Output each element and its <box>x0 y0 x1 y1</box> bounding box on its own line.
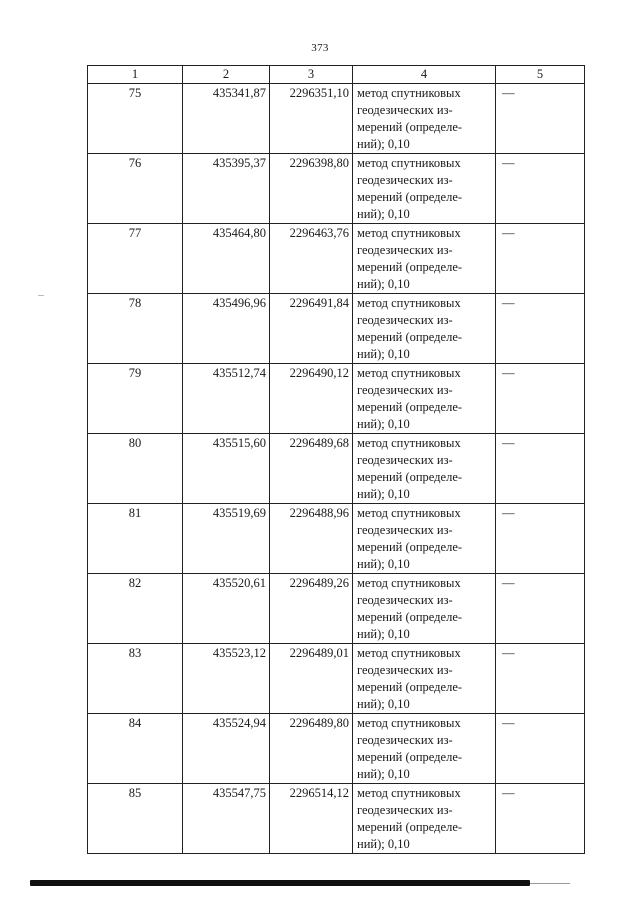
method-text-line: метод спутниковых <box>357 506 461 520</box>
column-header-2: 2 <box>183 66 270 84</box>
method-text-line: метод спутниковых <box>357 296 461 310</box>
notes-cell: — <box>496 504 585 574</box>
notes-cell: — <box>496 224 585 294</box>
notes-cell: — <box>496 644 585 714</box>
method-text-line: геодезических из- <box>357 733 453 747</box>
table-row <box>88 504 585 574</box>
column-header-1: 1 <box>88 66 183 84</box>
method-text-line: ний); 0,10 <box>357 767 410 781</box>
method-text-line: мерений (определе- <box>357 260 463 274</box>
method-text-line: метод спутниковых <box>357 716 461 730</box>
method-text-line: мерений (определе- <box>357 120 463 134</box>
point-number-cell: 75 <box>88 84 183 154</box>
method-cell <box>353 434 496 504</box>
point-number-cell: 79 <box>88 364 183 434</box>
method-text-line: ний); 0,10 <box>357 837 410 851</box>
method-text-line: геодезических из- <box>357 103 453 117</box>
method-text-line: геодезических из- <box>357 453 453 467</box>
method-cell <box>353 364 496 434</box>
method-text-line: мерений (определе- <box>357 470 463 484</box>
header-row <box>88 66 585 84</box>
method-cell <box>353 714 496 784</box>
method-text-line: ний); 0,10 <box>357 487 410 501</box>
x-coordinate-cell: 435519,69 <box>183 504 270 574</box>
x-coordinate-cell: 435515,60 <box>183 434 270 504</box>
method-text-line: геодезических из- <box>357 383 453 397</box>
method-text-line: геодезических из- <box>357 593 453 607</box>
point-number-cell: 78 <box>88 294 183 364</box>
method-text-line: ний); 0,10 <box>357 207 410 221</box>
method-text-line: геодезических из- <box>357 523 453 537</box>
method-text-line: метод спутниковых <box>357 366 461 380</box>
notes-cell: — <box>496 364 585 434</box>
method-text-line: метод спутниковых <box>357 786 461 800</box>
table-row <box>88 574 585 644</box>
margin-mark <box>38 295 44 296</box>
method-text-line: ний); 0,10 <box>357 697 410 711</box>
point-number-cell: 80 <box>88 434 183 504</box>
notes-cell: — <box>496 294 585 364</box>
column-header-3: 3 <box>270 66 353 84</box>
method-cell <box>353 84 496 154</box>
method-cell <box>353 504 496 574</box>
notes-cell: — <box>496 784 585 854</box>
method-text-line: мерений (определе- <box>357 610 463 624</box>
method-text-line: геодезических из- <box>357 243 453 257</box>
page-number: 373 <box>311 42 329 54</box>
table-row <box>88 784 585 854</box>
y-coordinate-cell: 2296489,01 <box>270 644 353 714</box>
method-cell <box>353 224 496 294</box>
y-coordinate-cell: 2296489,68 <box>270 434 353 504</box>
y-coordinate-cell: 2296489,80 <box>270 714 353 784</box>
point-number-cell: 76 <box>88 154 183 224</box>
method-text-line: мерений (определе- <box>357 680 463 694</box>
method-text-line: мерений (определе- <box>357 540 463 554</box>
x-coordinate-cell: 435496,96 <box>183 294 270 364</box>
y-coordinate-cell: 2296463,76 <box>270 224 353 294</box>
method-text-line: метод спутниковых <box>357 646 461 660</box>
table-row <box>88 294 585 364</box>
table-row <box>88 644 585 714</box>
notes-cell: — <box>496 574 585 644</box>
table-row <box>88 224 585 294</box>
method-cell <box>353 574 496 644</box>
x-coordinate-cell: 435512,74 <box>183 364 270 434</box>
notes-cell: — <box>496 154 585 224</box>
y-coordinate-cell: 2296398,80 <box>270 154 353 224</box>
method-text-line: ний); 0,10 <box>357 417 410 431</box>
point-number-cell: 82 <box>88 574 183 644</box>
method-cell <box>353 644 496 714</box>
x-coordinate-cell: 435341,87 <box>183 84 270 154</box>
column-header-4: 4 <box>353 66 496 84</box>
table-header <box>88 66 585 84</box>
y-coordinate-cell: 2296488,96 <box>270 504 353 574</box>
point-number-cell: 85 <box>88 784 183 854</box>
x-coordinate-cell: 435464,80 <box>183 224 270 294</box>
table-row <box>88 84 585 154</box>
method-text-line: геодезических из- <box>357 803 453 817</box>
method-text-line: ний); 0,10 <box>357 277 410 291</box>
point-number-cell: 77 <box>88 224 183 294</box>
method-text-line: геодезических из- <box>357 663 453 677</box>
table-row <box>88 434 585 504</box>
method-text-line: мерений (определе- <box>357 820 463 834</box>
x-coordinate-cell: 435523,12 <box>183 644 270 714</box>
x-coordinate-cell: 435520,61 <box>183 574 270 644</box>
method-text-line: мерений (определе- <box>357 400 463 414</box>
table-row <box>88 714 585 784</box>
point-number-cell: 81 <box>88 504 183 574</box>
y-coordinate-cell: 2296490,12 <box>270 364 353 434</box>
method-cell <box>353 294 496 364</box>
column-header-5: 5 <box>496 66 585 84</box>
x-coordinate-cell: 435547,75 <box>183 784 270 854</box>
y-coordinate-cell: 2296491,84 <box>270 294 353 364</box>
table-body <box>88 84 585 854</box>
point-number-cell: 84 <box>88 714 183 784</box>
method-text-line: ний); 0,10 <box>357 137 410 151</box>
method-text-line: метод спутниковых <box>357 436 461 450</box>
method-text-line: ний); 0,10 <box>357 347 410 361</box>
y-coordinate-cell: 2296489,26 <box>270 574 353 644</box>
method-text-line: ний); 0,10 <box>357 557 410 571</box>
point-number-cell: 83 <box>88 644 183 714</box>
method-text-line: метод спутниковых <box>357 156 461 170</box>
method-cell <box>353 154 496 224</box>
bottom-rule <box>30 880 530 886</box>
notes-cell: — <box>496 434 585 504</box>
coordinates-table <box>87 65 585 854</box>
method-text-line: мерений (определе- <box>357 750 463 764</box>
method-text-line: метод спутниковых <box>357 226 461 240</box>
method-text-line: мерений (определе- <box>357 330 463 344</box>
method-text-line: геодезических из- <box>357 313 453 327</box>
method-text-line: геодезических из- <box>357 173 453 187</box>
method-text-line: мерений (определе- <box>357 190 463 204</box>
method-text-line: метод спутниковых <box>357 576 461 590</box>
notes-cell: — <box>496 714 585 784</box>
method-text-line: метод спутниковых <box>357 86 461 100</box>
x-coordinate-cell: 435524,94 <box>183 714 270 784</box>
y-coordinate-cell: 2296351,10 <box>270 84 353 154</box>
method-cell <box>353 784 496 854</box>
y-coordinate-cell: 2296514,12 <box>270 784 353 854</box>
table-row <box>88 364 585 434</box>
x-coordinate-cell: 435395,37 <box>183 154 270 224</box>
bottom-rule-tail <box>530 883 570 884</box>
table-row <box>88 154 585 224</box>
method-text-line: ний); 0,10 <box>357 627 410 641</box>
notes-cell: — <box>496 84 585 154</box>
